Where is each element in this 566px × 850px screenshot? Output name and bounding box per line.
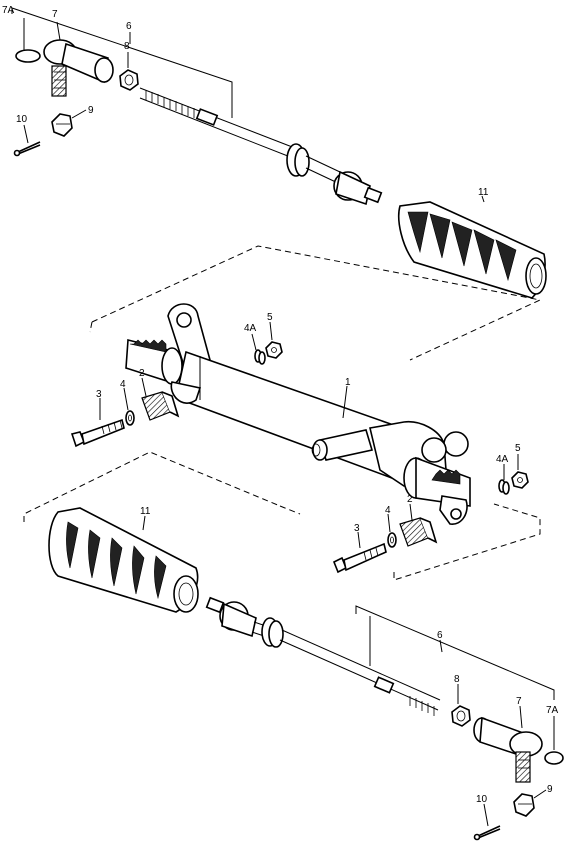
castle-nut-9-top (52, 114, 72, 136)
clip-4a-mid (255, 350, 265, 364)
tie-rod-top (140, 88, 381, 204)
boot-11-top (399, 196, 546, 298)
label-4-left: 4 (120, 379, 126, 390)
label-8-bottom: 8 (454, 674, 460, 685)
label-6-top: 6 (126, 21, 132, 32)
tie-rod-end-7-top (44, 40, 113, 96)
label-5-right: 5 (515, 443, 521, 454)
nut-5-right (512, 472, 528, 488)
label-9-bottom: 9 (547, 784, 553, 795)
label-7-bottom: 7 (516, 696, 522, 707)
nut-8-bottom (452, 706, 470, 726)
bushing-2-left (142, 392, 178, 420)
clip-ring-7a-top (16, 50, 40, 62)
castle-nut-9-bottom (514, 794, 534, 816)
label-4-right: 4 (385, 505, 391, 516)
tie-rod-end-7-bottom (474, 718, 542, 782)
bottom-tie-rod-assembly (207, 598, 563, 840)
label-7a-top: 7A (2, 5, 15, 16)
label-2-right: 2 (407, 494, 413, 505)
label-7-top: 7 (52, 9, 58, 20)
clip-4a-right (499, 480, 509, 494)
label-3-left: 3 (96, 389, 102, 400)
cotter-pin-10-bottom (475, 826, 501, 840)
label-1: 1 (345, 377, 351, 388)
label-11-bottom: 11 (140, 506, 151, 517)
nut-5-mid (266, 342, 282, 358)
label-4a-mid: 4A (244, 323, 257, 334)
label-7a-bottom: 7A (546, 705, 559, 716)
label-3-right: 3 (354, 523, 360, 534)
bolt-3-left (72, 420, 124, 446)
washer-4-right (388, 533, 396, 547)
label-4a-right: 4A (496, 454, 509, 465)
cotter-pin-10-top (15, 142, 41, 156)
nut-8-top (120, 70, 138, 90)
washer-4-left (126, 411, 134, 425)
label-6-bottom: 6 (437, 630, 443, 641)
bracket-6-top (12, 8, 232, 118)
label-2-left: 2 (139, 368, 145, 379)
top-tie-rod-assembly (12, 8, 381, 204)
label-9-top: 9 (88, 105, 94, 116)
bolt-3-right (334, 544, 386, 572)
label-10-bottom: 10 (476, 794, 488, 805)
label-11-top: 11 (478, 187, 489, 198)
clip-ring-7a-bottom (545, 752, 563, 764)
tie-rod-bottom (207, 598, 440, 716)
label-5-mid: 5 (267, 312, 273, 323)
boot-11-bottom (49, 508, 198, 612)
bushing-2-right (400, 518, 436, 546)
label-8-top: 8 (124, 41, 130, 52)
label-10-top: 10 (16, 114, 28, 125)
